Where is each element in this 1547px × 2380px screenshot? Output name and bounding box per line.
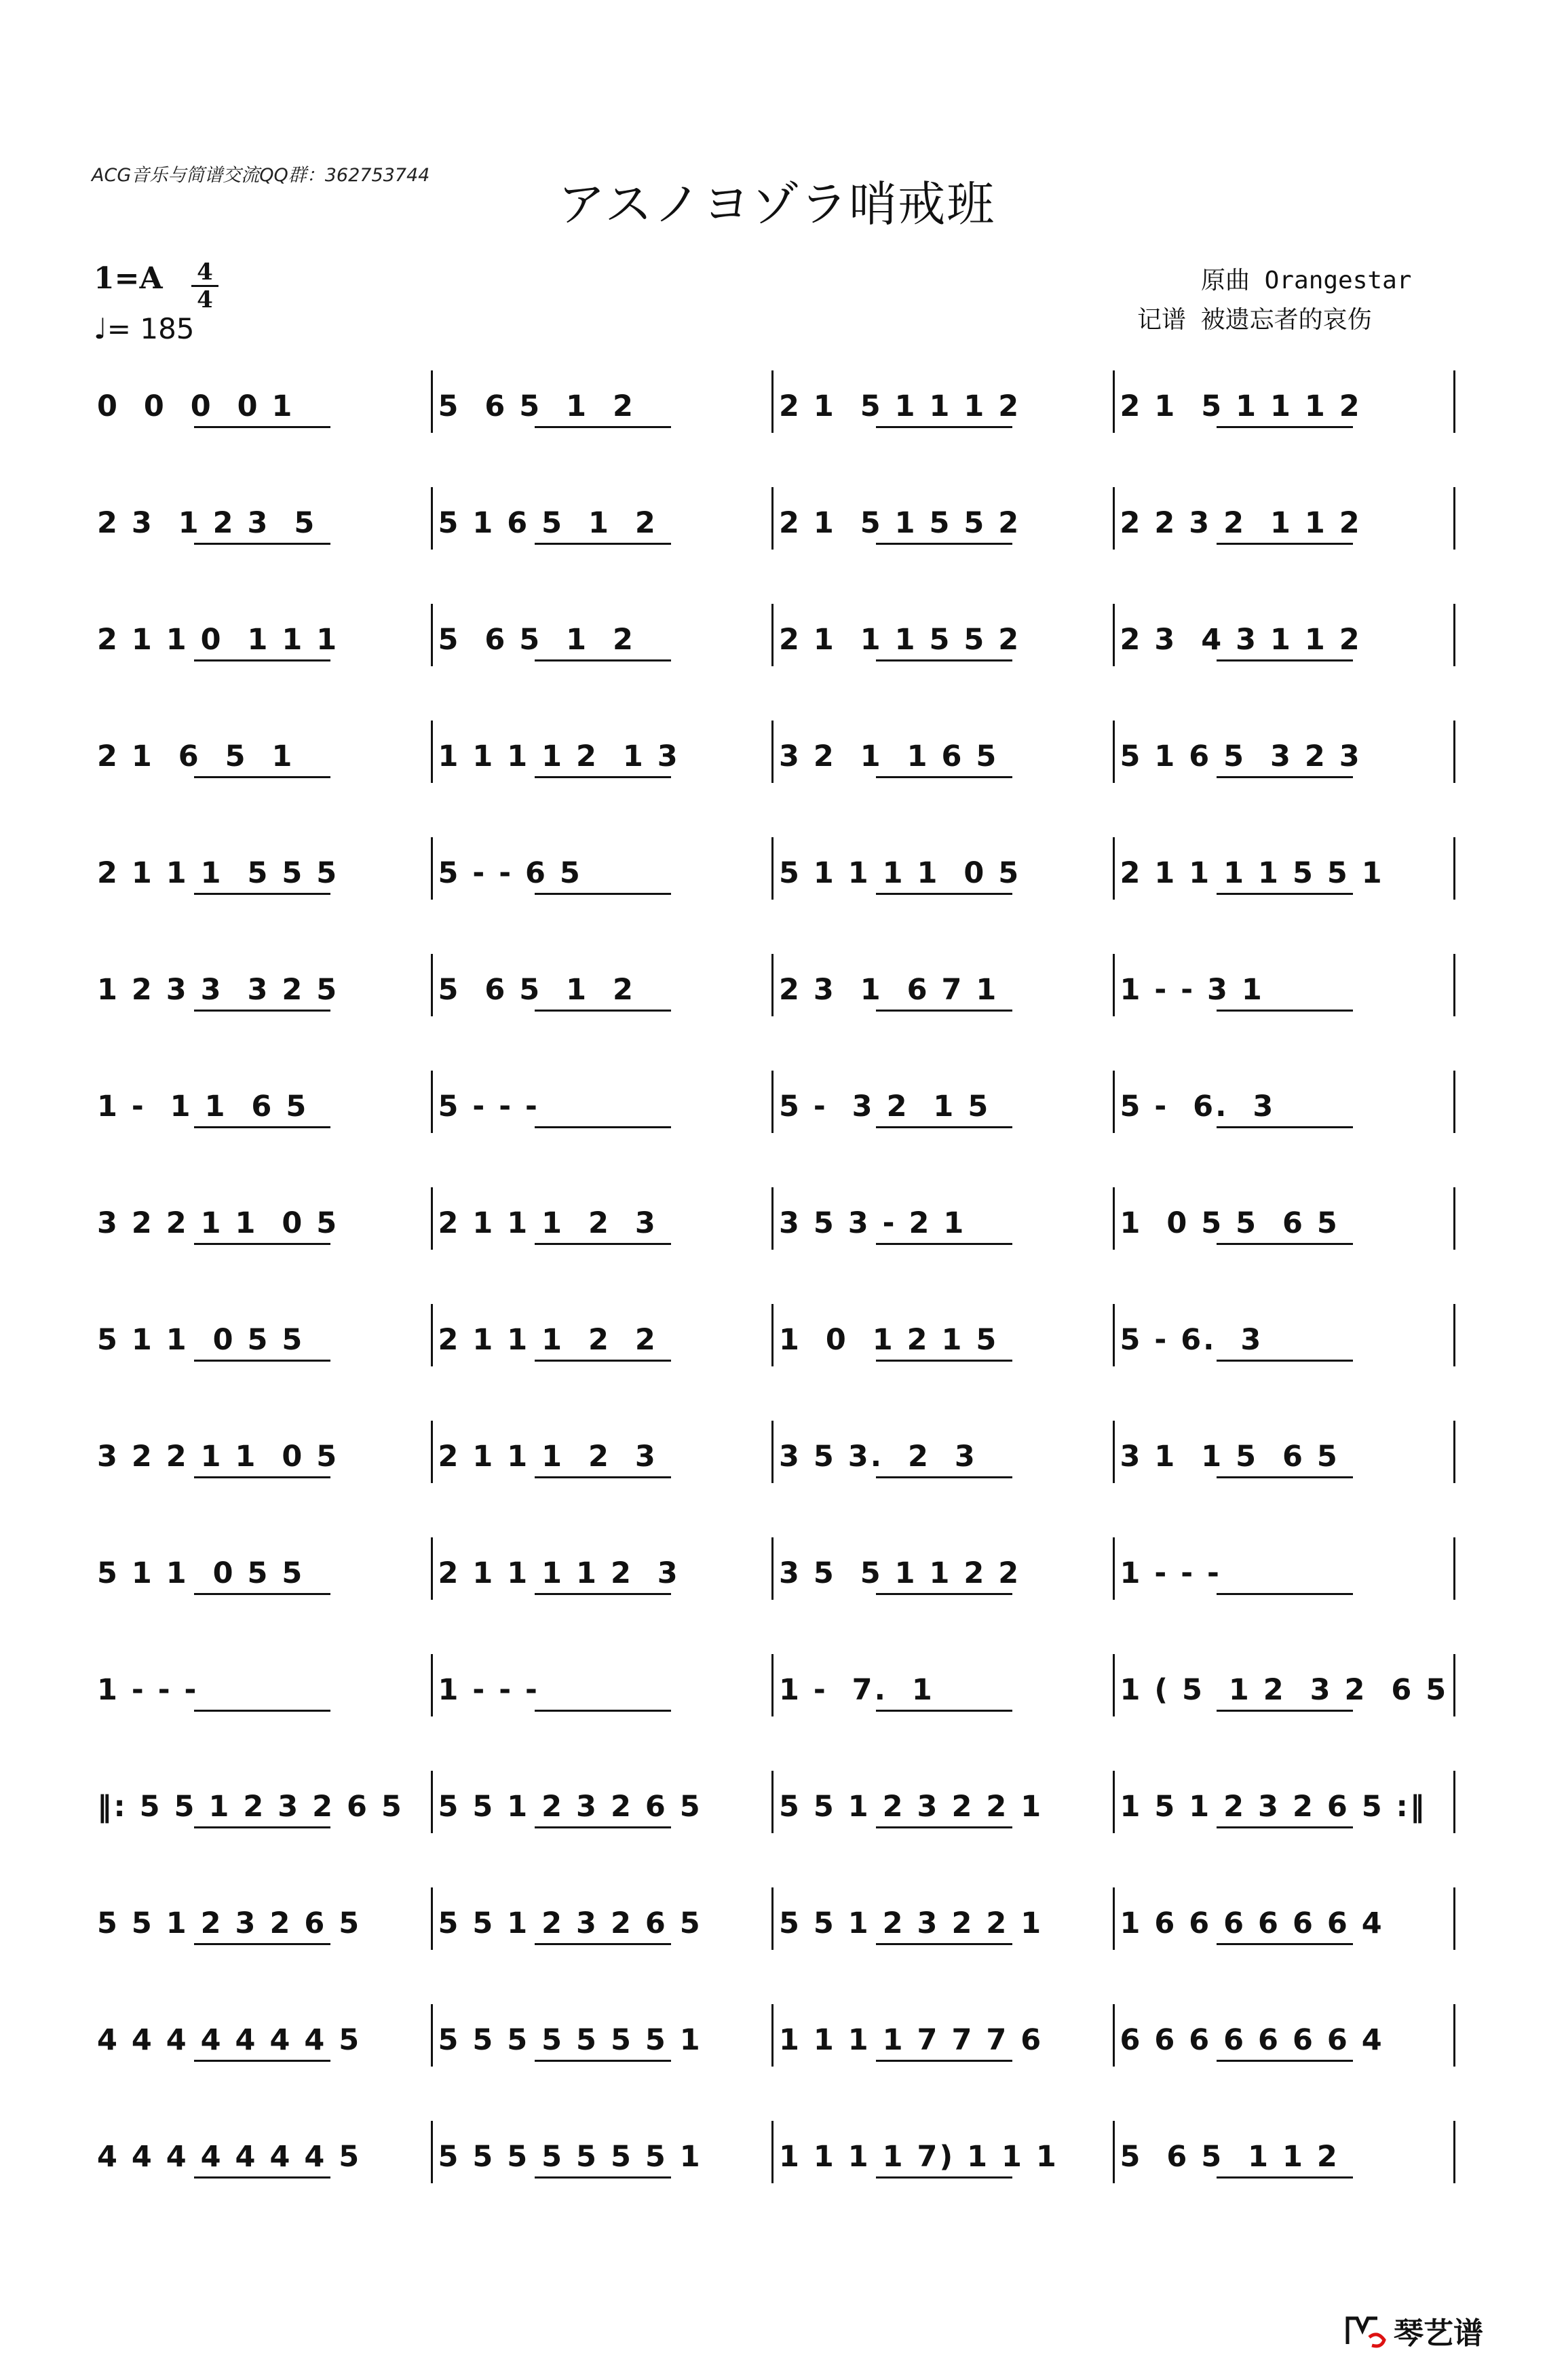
measure-notes: 1 - - -: [1120, 1556, 1221, 1590]
measure-notes: 2 3 4 3 1 1 2: [1120, 623, 1362, 657]
measure-notes: 2 1 6 5 1: [97, 740, 294, 773]
beam-underline: [535, 1710, 671, 1712]
beam-underline: [194, 1126, 330, 1128]
beam-underline: [194, 893, 330, 895]
measure: [92, 1300, 433, 1381]
beam-underline: [194, 1360, 330, 1362]
barline: [1453, 1771, 1455, 1833]
measure-notes: 2 1 1 1 2 3: [438, 1440, 657, 1474]
measure-notes: 1 1 1 1 2 1 3: [438, 740, 680, 773]
measure: [774, 366, 1115, 448]
composer-credit: 原曲 Orangestar: [1201, 267, 1412, 294]
measure-notes: 2 2 3 2 1 1 2: [1120, 506, 1362, 540]
score-line: [92, 1533, 1455, 1650]
beam-underline: [194, 1010, 330, 1012]
beam-underline: [535, 2176, 671, 2179]
measure-notes: 2 1 1 1 1 5 5 1: [1120, 856, 1384, 890]
beam-underline: [1217, 1710, 1353, 1712]
time-signature: [191, 258, 218, 313]
measure: [92, 1533, 433, 1615]
score-line: [92, 1417, 1455, 1533]
measure-notes: 5 5 1 2 3 2 2 1: [779, 1906, 1044, 1940]
measure: [1115, 1883, 1456, 1965]
transcriber-credit: 记谱 被遗忘者的哀伤: [1137, 306, 1372, 334]
barline: [1453, 837, 1455, 900]
measure-notes: 5 5 1 2 3 2 6 5: [97, 1906, 362, 1940]
measure-notes: 3 2 1 1 6 5: [779, 740, 999, 773]
score-line: [92, 1067, 1455, 1183]
measure-notes: 5 6 5 1 2: [438, 389, 635, 423]
measure-notes: 3 5 3. 2 3: [779, 1440, 977, 1474]
score-line: [92, 833, 1455, 950]
beam-underline: [876, 1010, 1012, 1012]
measure-notes: 3 5 5 1 1 2 2: [779, 1556, 1021, 1590]
measure: [774, 1883, 1115, 1965]
beam-underline: [194, 2176, 330, 2179]
measure-notes: 1 1 1 1 7) 1 1 1: [779, 2140, 1058, 2174]
measure-notes: 1 2 3 3 3 2 5: [97, 973, 339, 1007]
measure: [1115, 1533, 1456, 1615]
score-line: [92, 600, 1455, 716]
measure-notes: 6 6 6 6 6 6 6 4: [1120, 2023, 1384, 2057]
measure: [92, 950, 433, 1031]
measure: [433, 1767, 774, 1848]
barline: [1453, 370, 1455, 433]
beam-underline: [535, 1360, 671, 1362]
measure-notes: 5 1 6 5 3 2 3: [1120, 740, 1362, 773]
beam-underline: [876, 1826, 1012, 1828]
measure-notes: 1 6 6 6 6 6 6 4: [1120, 1906, 1384, 1940]
measure-notes: 4 4 4 4 4 4 4 5: [97, 2023, 362, 2057]
score-line: [92, 2117, 1455, 2233]
measure: [774, 716, 1115, 798]
measure: [1115, 483, 1456, 564]
measure: [1115, 1067, 1456, 1148]
measure: [1115, 366, 1456, 448]
measure: [92, 1183, 433, 1265]
beam-underline: [876, 2176, 1012, 2179]
measure: [774, 1183, 1115, 1265]
beam-underline: [876, 1943, 1012, 1945]
beam-underline: [194, 543, 330, 545]
measure: [1115, 2000, 1456, 2081]
measure-notes: 2 1 1 1 2 2: [438, 1323, 657, 1357]
measure-notes: 2 1 5 1 1 1 2: [1120, 389, 1362, 423]
measure: [433, 1650, 774, 1731]
barline: [1453, 1071, 1455, 1133]
beam-underline: [1217, 1126, 1353, 1128]
beam-underline: [1217, 776, 1353, 778]
measure: [1115, 1300, 1456, 1381]
measure: [433, 2117, 774, 2198]
measure: [433, 1883, 774, 1965]
score-line: [92, 1767, 1455, 1883]
measure: [92, 2117, 433, 2198]
score-line: [92, 483, 1455, 600]
beam-underline: [194, 659, 330, 661]
beam-underline: [1217, 2176, 1353, 2179]
measure-notes: 5 - 6. 3: [1120, 1090, 1276, 1124]
beam-underline: [194, 1943, 330, 1945]
beam-underline: [876, 1593, 1012, 1595]
beam-underline: [876, 2060, 1012, 2062]
beam-underline: [535, 1476, 671, 1478]
barline: [1453, 2004, 1455, 2067]
measure: [774, 2117, 1115, 2198]
measure: [433, 2000, 774, 2081]
beam-underline: [194, 1593, 330, 1595]
beam-underline: [194, 1243, 330, 1245]
measure-notes: 1 - - -: [97, 1673, 199, 1707]
barline: [1453, 487, 1455, 550]
beam-underline: [876, 1476, 1012, 1478]
measure: [433, 1067, 774, 1148]
beam-underline: [194, 1476, 330, 1478]
beam-underline: [535, 1593, 671, 1595]
measure-notes: ‖: 5 5 1 2 3 2 6 5: [97, 1790, 404, 1824]
measure-notes: 5 5 1 2 3 2 6 5: [438, 1906, 702, 1940]
measure: [92, 1883, 433, 1965]
measure-notes: 5 1 1 0 5 5: [97, 1323, 305, 1357]
beam-underline: [194, 426, 330, 428]
measure-notes: 1 - - -: [438, 1673, 539, 1707]
beam-underline: [1217, 1826, 1353, 1828]
measure: [774, 950, 1115, 1031]
measure: [774, 833, 1115, 915]
beam-underline: [1217, 1943, 1353, 1945]
measure-notes: 5 - - 6 5: [438, 856, 582, 890]
measure-notes: 1 0 1 2 1 5: [779, 1323, 999, 1357]
beam-underline: [876, 1126, 1012, 1128]
barline: [1453, 1304, 1455, 1366]
measure-notes: 3 5 3 - 2 1: [779, 1206, 966, 1240]
measure-notes: 2 1 5 1 5 5 2: [779, 506, 1021, 540]
score-line: [92, 366, 1455, 483]
measure: [1115, 1767, 1456, 1848]
beam-underline: [194, 2060, 330, 2062]
barline: [1453, 1654, 1455, 1716]
measure-notes: 5 5 5 5 5 5 5 1: [438, 2140, 702, 2174]
measure: [1115, 600, 1456, 681]
measure: [433, 1300, 774, 1381]
score-line: [92, 2000, 1455, 2117]
score-line: [92, 1183, 1455, 1300]
score-line: [92, 716, 1455, 833]
beam-underline: [1217, 1360, 1353, 1362]
measure: [774, 600, 1115, 681]
measure: [92, 716, 433, 798]
measure: [92, 833, 433, 915]
measure-notes: 5 - - -: [438, 1090, 539, 1124]
beam-underline: [194, 1710, 330, 1712]
measure: [774, 2000, 1115, 2081]
beam-underline: [535, 1943, 671, 1945]
measure-notes: 5 6 5 1 2: [438, 973, 635, 1007]
measure-notes: 5 5 1 2 3 2 6 5: [438, 1790, 702, 1824]
measure-notes: 2 3 1 6 7 1: [779, 973, 999, 1007]
measure-notes: 3 2 2 1 1 0 5: [97, 1206, 339, 1240]
measure: [1115, 833, 1456, 915]
time-signature-top: 4: [197, 258, 213, 286]
beam-underline: [1217, 543, 1353, 545]
beam-underline: [535, 893, 671, 895]
beam-underline: [876, 659, 1012, 661]
beam-underline: [194, 776, 330, 778]
measure-notes: 1 ( 5 1 2 3 2 6 5: [1120, 1673, 1449, 1707]
barline: [1453, 1537, 1455, 1600]
beam-underline: [876, 776, 1012, 778]
measure-notes: 3 1 1 5 6 5: [1120, 1440, 1339, 1474]
measure: [433, 716, 774, 798]
beam-underline: [1217, 893, 1353, 895]
measure-notes: 1 0 5 5 6 5: [1120, 1206, 1339, 1240]
measure: [433, 950, 774, 1031]
watermark-logo-text: 琴艺谱: [1394, 2316, 1483, 2351]
measure: [92, 600, 433, 681]
measure-notes: 2 1 1 1 5 5 5: [97, 856, 339, 890]
measure-notes: 1 - - 3 1: [1120, 973, 1264, 1007]
measure: [433, 833, 774, 915]
barline: [1453, 954, 1455, 1016]
beam-underline: [876, 426, 1012, 428]
qq-group-text: ACG音乐与简谱交流QQ群：362753744: [92, 165, 430, 186]
beam-underline: [876, 1710, 1012, 1712]
measure-notes: 1 5 1 2 3 2 6 5 :‖: [1120, 1790, 1427, 1824]
measure: [774, 1533, 1115, 1615]
measure-notes: 5 5 5 5 5 5 5 1: [438, 2023, 702, 2057]
measure-notes: 1 - 7. 1: [779, 1673, 934, 1707]
barline: [1453, 1421, 1455, 1483]
measure-notes: 2 3 1 2 3 5: [97, 506, 317, 540]
measure: [92, 2000, 433, 2081]
measure-notes: 3 2 2 1 1 0 5: [97, 1440, 339, 1474]
measure: [1115, 1417, 1456, 1498]
measure-notes: 1 - 1 1 6 5: [97, 1090, 309, 1124]
measure-notes: 5 - 3 2 1 5: [779, 1090, 991, 1124]
measure-notes: 1 1 1 1 7 7 7 6: [779, 2023, 1044, 2057]
barline: [1453, 2121, 1455, 2183]
beam-underline: [535, 1243, 671, 1245]
score-line: [92, 950, 1455, 1067]
barline: [1453, 1187, 1455, 1250]
measure: [774, 1650, 1115, 1731]
measure: [774, 1300, 1115, 1381]
measure: [1115, 950, 1456, 1031]
measure: [1115, 1183, 1456, 1265]
beam-underline: [535, 1826, 671, 1828]
measure-notes: 5 - 6. 3: [1120, 1323, 1263, 1357]
measure-notes: 5 6 5 1 1 2: [1120, 2140, 1339, 2174]
measure-notes: 0 0 0 0 1: [97, 389, 294, 423]
beam-underline: [535, 2060, 671, 2062]
beam-underline: [1217, 426, 1353, 428]
barline: [1453, 721, 1455, 783]
measure: [433, 1183, 774, 1265]
beam-underline: [1217, 1593, 1353, 1595]
beam-underline: [535, 543, 671, 545]
barline: [1453, 604, 1455, 666]
measure-notes: 5 1 1 1 1 0 5: [779, 856, 1021, 890]
barline: [1453, 1887, 1455, 1950]
beam-underline: [194, 1826, 330, 1828]
song-title: アスノヨゾラ哨戒班: [558, 176, 996, 232]
beam-underline: [1217, 1010, 1353, 1012]
measure: [1115, 716, 1456, 798]
measure-notes: 4 4 4 4 4 4 4 5: [97, 2140, 362, 2174]
measure-notes: 2 1 1 1 1 2 3: [438, 1556, 680, 1590]
measure: [774, 1067, 1115, 1148]
measure: [433, 1417, 774, 1498]
measure: [1115, 1650, 1456, 1731]
measure: [92, 1767, 433, 1848]
measure: [774, 1767, 1115, 1848]
measure: [1115, 2117, 1456, 2198]
beam-underline: [876, 543, 1012, 545]
measure: [92, 366, 433, 448]
beam-underline: [1217, 1476, 1353, 1478]
measure: [92, 483, 433, 564]
beam-underline: [535, 1126, 671, 1128]
beam-underline: [876, 1243, 1012, 1245]
measure-notes: 2 1 1 1 2 3: [438, 1206, 657, 1240]
watermark-logo: [1342, 2307, 1512, 2354]
measure: [433, 1533, 774, 1615]
measure: [92, 1067, 433, 1148]
beam-underline: [1217, 2060, 1353, 2062]
beam-underline: [1217, 1243, 1353, 1245]
time-signature-bottom: 4: [197, 286, 213, 313]
measure: [433, 600, 774, 681]
score-body: [92, 366, 1455, 2233]
measure-notes: 2 1 1 0 1 1 1: [97, 623, 339, 657]
score-line: [92, 1300, 1455, 1417]
beam-underline: [535, 1010, 671, 1012]
tempo-marking: ♩= 185: [94, 312, 195, 345]
beam-underline: [1217, 659, 1353, 661]
measure: [92, 1650, 433, 1731]
score-line: [92, 1883, 1455, 2000]
measure-notes: 2 1 5 1 1 1 2: [779, 389, 1021, 423]
measure: [774, 1417, 1115, 1498]
key-signature: 1=A: [94, 261, 163, 296]
measure: [433, 483, 774, 564]
beam-underline: [876, 1360, 1012, 1362]
music-site-logo-icon: [1342, 2310, 1390, 2351]
beam-underline: [535, 659, 671, 661]
measure-notes: 2 1 1 1 5 5 2: [779, 623, 1021, 657]
measure-notes: 5 1 6 5 1 2: [438, 506, 657, 540]
beam-underline: [535, 426, 671, 428]
measure-notes: 5 1 1 0 5 5: [97, 1556, 305, 1590]
measure-notes: 5 5 1 2 3 2 2 1: [779, 1790, 1044, 1824]
measure: [774, 483, 1115, 564]
measure: [433, 366, 774, 448]
measure-notes: 5 6 5 1 2: [438, 623, 635, 657]
beam-underline: [535, 776, 671, 778]
measure: [92, 1417, 433, 1498]
beam-underline: [876, 893, 1012, 895]
score-line: [92, 1650, 1455, 1767]
